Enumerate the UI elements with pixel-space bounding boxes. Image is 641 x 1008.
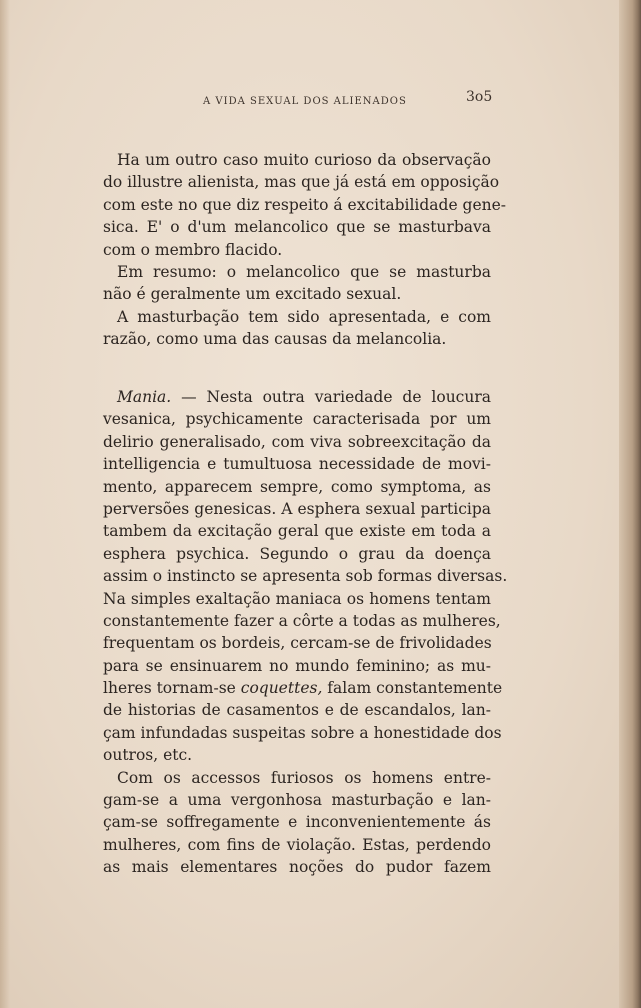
text-line: intelligencia e tumultuosa necessidade de movi- [103,455,491,474]
text-line: Com os accessos furiosos os homens entre- [117,768,491,787]
text-line: do illustre alienista, mas que já está em opposição [103,173,500,192]
text-line: vesanica, psychicamente caracterisada por um [103,410,491,429]
italic-word-coquettes: coquettes, [240,679,323,698]
text-line: para se ensinuarem no mundo feminino; as mu- [103,656,491,675]
paragraph-block-mania [103,386,508,879]
text-line: çam-se soffregamente e inconvenientemente ás [103,813,491,832]
text-line: gam-se a uma vergonhosa masturbação e lan- [103,791,491,810]
text-line: assim o instincto se apresenta sob formas diversas. [103,567,508,586]
text-line: perversões genesicas. A esphera sexual participa [103,499,491,518]
text-line: tambem da excitação geral que existe em toda a [103,522,491,541]
text-line: A masturbação tem sido apresentada, e com [117,307,491,326]
text-line: mulheres, com fins de violação. Estas, perdendo [103,835,491,854]
text-line: com este no que diz respeito á excitabilidade gene- [103,195,507,214]
page-gutter-shadow [0,0,10,1008]
text-line: sica. E' o d'um melancolico que se masturbava [103,218,491,237]
text-line: de historias de casamentos e de escandalos, lan- [103,701,491,720]
text-line: frequentam os bordeis, cercam-se de frivolidades [103,634,492,653]
text-fragment: lheres tornam-se [103,679,241,698]
text-line: çam infundadas suspeitas sobre a honestidade dos [103,723,502,742]
section-title-mania: Mania. [117,388,172,406]
text-line: com o membro flacido. [103,240,283,259]
text-line-section-start [103,386,491,408]
text-line: Na simples exaltação maniaca os homens tentam [103,589,491,608]
text-line: esphera psychica. Segundo o grau da doença [103,544,491,563]
text-fragment: — Nesta outra variedade de loucura [171,388,491,406]
text-fragment: falam constantemente [322,679,503,698]
text-line: delirio generalisado, com viva sobreexcitação da [103,432,491,451]
text-line: não é geralmente um excitado sexual. [103,285,402,304]
text-line: as mais elementares noções do pudor fazem [103,858,491,877]
text-line: constantemente fazer a côrte a todas as mulheres, [103,611,501,630]
paragraph-block-observation [103,149,507,351]
text-line: Em resumo: o melancolico que se masturba [117,262,491,281]
text-line: razão, como uma das causas da melancolia. [103,330,447,349]
text-line-coquettes [103,677,503,699]
text-line: Ha um outro caso muito curioso da observação [117,151,491,169]
page-edge [619,0,641,1008]
text-line: mento, apparecem sempre, como symptoma, as [103,477,491,496]
page-number: 3o5 [466,89,493,105]
running-title: A VIDA SEXUAL DOS ALIENADOS [203,96,407,107]
text-line: outros, etc. [103,746,193,765]
